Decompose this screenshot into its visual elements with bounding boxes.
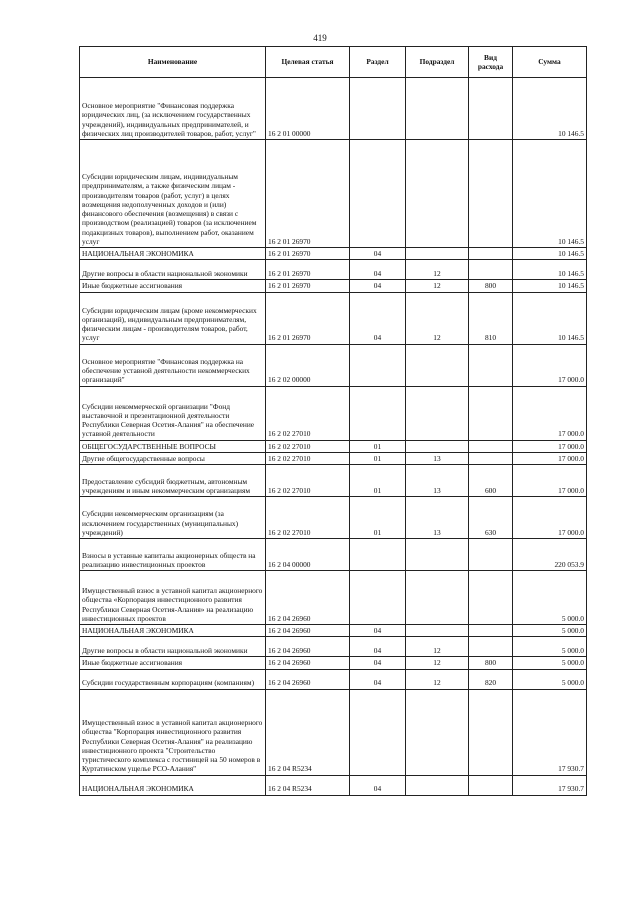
table-row: [80, 140, 587, 248]
row-subsection: [406, 140, 469, 248]
header-code: Целевая статья: [266, 47, 350, 78]
table-header-row: [80, 47, 587, 78]
row-code: 16 2 04 26960: [266, 571, 350, 625]
row-code: 16 2 02 27010: [266, 465, 350, 497]
row-subsection: 12: [406, 292, 469, 344]
row-name: Имущественный взнос в уставной капитал акционерного общества «Корпорация инвестиционного развития Республики Северная Осетия-Алания» на реализацию инвестиционных проектов: [80, 571, 266, 625]
row-section: 04: [350, 657, 406, 669]
table-row: [80, 78, 587, 140]
row-expense-type: [469, 344, 513, 386]
row-section: 04: [350, 637, 406, 657]
table-row: [80, 669, 587, 689]
table-row: [80, 625, 587, 637]
row-name: Имущественный взнос в уставной капитал акционерного общества "Корпорация инвестиционного развития Республики Северная Осетия-Алания" на реализацию инвестиционного проекта "Строительство туристического комплекса с гостиницей на 50 номеров в Куртатинском ущелье РСО-Алания": [80, 689, 266, 775]
row-name: ОБЩЕГОСУДАРСТВЕННЫЕ ВОПРОСЫ: [80, 440, 266, 452]
table-row: [80, 452, 587, 464]
row-expense-type: 600: [469, 465, 513, 497]
row-expense-type: [469, 571, 513, 625]
row-code: 16 2 02 00000: [266, 344, 350, 386]
row-expense-type: 810: [469, 292, 513, 344]
row-subsection: [406, 689, 469, 775]
header-amount: Сумма: [513, 47, 587, 78]
row-amount: 17 000.0: [513, 440, 587, 452]
row-amount: 10 146.5: [513, 260, 587, 280]
table-row: [80, 280, 587, 292]
table-row: [80, 386, 587, 440]
row-amount: 220 053.9: [513, 539, 587, 571]
row-expense-type: [469, 625, 513, 637]
row-code: 16 2 04 00000: [266, 539, 350, 571]
row-section: [350, 571, 406, 625]
row-section: 04: [350, 669, 406, 689]
row-amount: 17 000.0: [513, 465, 587, 497]
table-row: [80, 344, 587, 386]
row-name: Другие общегосударственные вопросы: [80, 452, 266, 464]
row-code: 16 2 02 27010: [266, 386, 350, 440]
row-section: 04: [350, 625, 406, 637]
row-subsection: [406, 386, 469, 440]
row-code: 16 2 01 26970: [266, 280, 350, 292]
row-subsection: [406, 625, 469, 637]
row-expense-type: [469, 140, 513, 248]
row-subsection: 12: [406, 657, 469, 669]
table-row: [80, 292, 587, 344]
row-amount: 10 146.5: [513, 292, 587, 344]
table-row: [80, 775, 587, 795]
row-subsection: 12: [406, 669, 469, 689]
row-subsection: 13: [406, 497, 469, 539]
row-subsection: 12: [406, 280, 469, 292]
row-code: 16 2 01 26970: [266, 140, 350, 248]
row-name: Иные бюджетные ассигнования: [80, 280, 266, 292]
table-row: [80, 571, 587, 625]
header-name: Наименование: [80, 47, 266, 78]
row-name: Субсидии юридическим лицам, индивидуальным предпринимателям, а также физическим лицам - производителям товаров (работ, услуг) в целях возмещения недополученных доходов и (или) финансового обеспечения (возмещения) в связи с производством (реализацией) товаров (за исключением подакцизных товаров), выполнением работ, оказанием услуг: [80, 140, 266, 248]
row-amount: 5 000.0: [513, 571, 587, 625]
row-section: 01: [350, 440, 406, 452]
row-code: 16 2 01 26970: [266, 260, 350, 280]
row-code: 16 2 01 26970: [266, 292, 350, 344]
row-name: Предоставление субсидий бюджетным, автономным учреждениям и иным некоммерческим организациям: [80, 465, 266, 497]
table-row: [80, 440, 587, 452]
row-name: Взносы в уставные капиталы акционерных обществ на реализацию инвестиционных проектов: [80, 539, 266, 571]
row-section: [350, 386, 406, 440]
row-section: 04: [350, 292, 406, 344]
table-row: [80, 497, 587, 539]
row-expense-type: [469, 775, 513, 795]
row-amount: 17 930.7: [513, 775, 587, 795]
row-code: 16 2 04 26960: [266, 657, 350, 669]
row-amount: 5 000.0: [513, 657, 587, 669]
row-expense-type: [469, 539, 513, 571]
row-subsection: [406, 78, 469, 140]
row-section: [350, 539, 406, 571]
table-row: [80, 689, 587, 775]
table-row: [80, 260, 587, 280]
row-subsection: 12: [406, 260, 469, 280]
row-expense-type: 820: [469, 669, 513, 689]
row-amount: 17 000.0: [513, 344, 587, 386]
row-expense-type: [469, 386, 513, 440]
row-subsection: [406, 775, 469, 795]
row-expense-type: [469, 440, 513, 452]
row-amount: 10 146.5: [513, 78, 587, 140]
header-section: Раздел: [350, 47, 406, 78]
row-subsection: 12: [406, 637, 469, 657]
table-row: [80, 657, 587, 669]
row-section: 04: [350, 248, 406, 260]
row-expense-type: 800: [469, 280, 513, 292]
row-amount: 5 000.0: [513, 637, 587, 657]
row-section: 04: [350, 260, 406, 280]
row-section: 01: [350, 465, 406, 497]
row-amount: 10 146.5: [513, 248, 587, 260]
row-amount: 10 146.5: [513, 140, 587, 248]
row-section: 04: [350, 775, 406, 795]
row-name: НАЦИОНАЛЬНАЯ ЭКОНОМИКА: [80, 775, 266, 795]
row-code: 16 2 04 26960: [266, 669, 350, 689]
row-subsection: [406, 344, 469, 386]
row-name: Другие вопросы в области национальной экономики: [80, 637, 266, 657]
row-subsection: [406, 440, 469, 452]
row-amount: 17 000.0: [513, 452, 587, 464]
row-section: 01: [350, 497, 406, 539]
row-code: 16 2 01 00000: [266, 78, 350, 140]
row-code: 16 2 04 26960: [266, 637, 350, 657]
row-code: 16 2 04 R5234: [266, 775, 350, 795]
row-name: НАЦИОНАЛЬНАЯ ЭКОНОМИКА: [80, 625, 266, 637]
row-name: Субсидии юридическим лицам (кроме некоммерческих организаций), индивидуальным предпринимателям, физическим лицам - производителям товаров, работ, услуг: [80, 292, 266, 344]
page-number: 419: [313, 33, 327, 43]
row-code: 16 2 02 27010: [266, 440, 350, 452]
row-section: [350, 140, 406, 248]
row-subsection: [406, 248, 469, 260]
row-section: 04: [350, 280, 406, 292]
row-code: 16 2 02 27010: [266, 497, 350, 539]
row-subsection: [406, 571, 469, 625]
row-section: [350, 344, 406, 386]
row-expense-type: 800: [469, 657, 513, 669]
table-row: [80, 248, 587, 260]
row-name: Основное мероприятие "Финансовая поддержка юридических лиц, (за исключением государственных учреждений), индивидуальных предпринимателей, и физических лиц производителей товаров, работ, услуг": [80, 78, 266, 140]
row-code: 16 2 04 R5234: [266, 689, 350, 775]
row-section: [350, 689, 406, 775]
row-amount: 17 000.0: [513, 386, 587, 440]
row-amount: 10 146.5: [513, 280, 587, 292]
row-expense-type: [469, 248, 513, 260]
row-code: 16 2 04 26960: [266, 625, 350, 637]
row-expense-type: [469, 78, 513, 140]
budget-table: [79, 46, 587, 796]
row-amount: 17 930.7: [513, 689, 587, 775]
row-expense-type: [469, 452, 513, 464]
row-amount: 17 000.0: [513, 497, 587, 539]
header-subsection: Подраздел: [406, 47, 469, 78]
table-row: [80, 637, 587, 657]
table-row: [80, 465, 587, 497]
row-name: Основное мероприятие "Финансовая поддержка на обеспечение уставной деятельности некоммерческих организаций": [80, 344, 266, 386]
header-expense-type: Вид расхода: [469, 47, 513, 78]
row-expense-type: [469, 689, 513, 775]
table-row: [80, 539, 587, 571]
row-code: 16 2 01 26970: [266, 248, 350, 260]
row-amount: 5 000.0: [513, 669, 587, 689]
row-expense-type: 630: [469, 497, 513, 539]
row-name: Другие вопросы в области национальной экономики: [80, 260, 266, 280]
row-name: Субсидии некоммерческим организациям (за исключением государственных (муниципальных) учреждений): [80, 497, 266, 539]
row-section: 01: [350, 452, 406, 464]
row-section: [350, 78, 406, 140]
row-subsection: 13: [406, 465, 469, 497]
row-name: Иные бюджетные ассигнования: [80, 657, 266, 669]
row-amount: 5 000.0: [513, 625, 587, 637]
row-name: НАЦИОНАЛЬНАЯ ЭКОНОМИКА: [80, 248, 266, 260]
row-code: 16 2 02 27010: [266, 452, 350, 464]
row-subsection: [406, 539, 469, 571]
row-name: Субсидии некоммерческой организации "Фонд выставочной и презентационной деятельности Республики Северная Осетия-Алания" на обеспечение уставной деятельности: [80, 386, 266, 440]
row-expense-type: [469, 637, 513, 657]
row-expense-type: [469, 260, 513, 280]
row-name: Субсидии государственным корпорациям (компаниям): [80, 669, 266, 689]
row-subsection: 13: [406, 452, 469, 464]
